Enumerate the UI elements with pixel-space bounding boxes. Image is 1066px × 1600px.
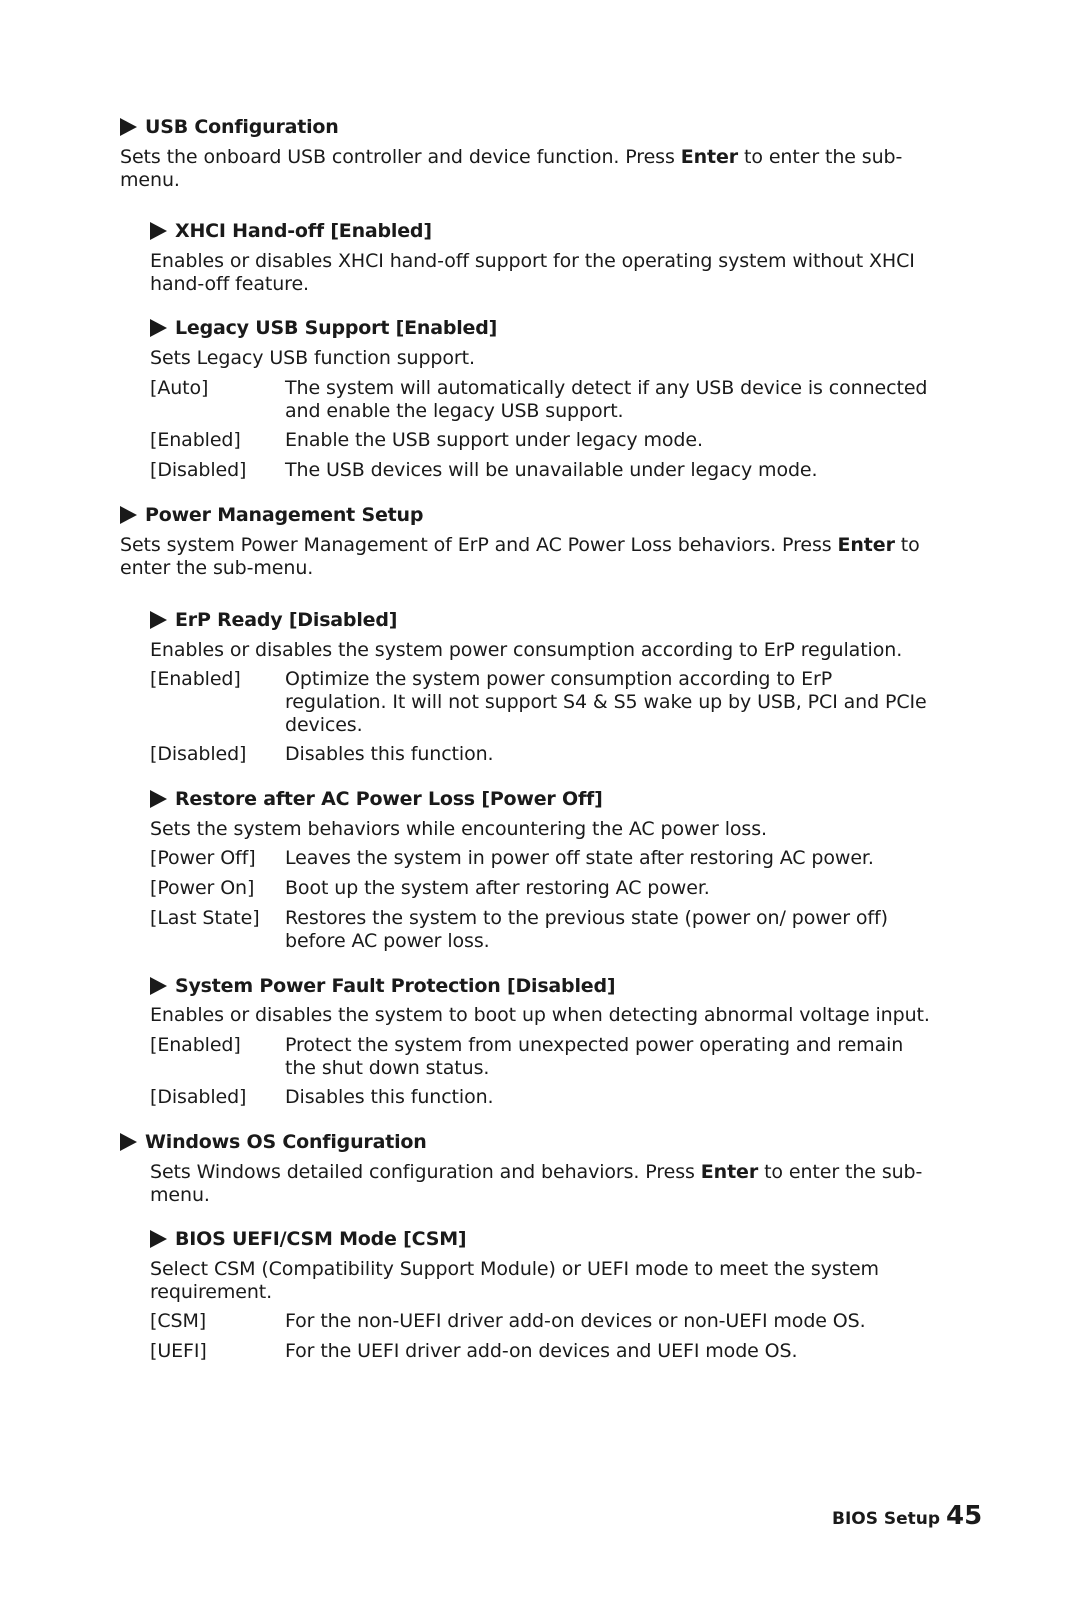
- option-key: [Last State]: [150, 907, 260, 929]
- option-description: Enable the USB support under legacy mode.: [285, 429, 703, 451]
- triangle-right-icon: [150, 611, 167, 629]
- triangle-right-icon: [150, 1230, 167, 1248]
- erp-description: Enables or disables the system power consumption according to ErP regulation.: [150, 639, 903, 661]
- section-heading-power-management: Power Management Setup: [120, 503, 423, 527]
- section-heading-usb-configuration: USB Configuration: [120, 115, 339, 139]
- option-key: [Disabled]: [150, 459, 247, 481]
- option-key: [UEFI]: [150, 1340, 207, 1362]
- triangle-right-icon: [150, 222, 167, 240]
- item-heading-bios-uefi-csm-mode: BIOS UEFI/CSM Mode [CSM]: [150, 1227, 466, 1251]
- option-description: Boot up the system after restoring AC power.: [285, 877, 710, 899]
- option-description: Disables this function.: [285, 1086, 494, 1108]
- option-key: [Enabled]: [150, 668, 241, 690]
- legacy-usb-description: Sets Legacy USB function support.: [150, 347, 475, 369]
- item-heading-restore-after-ac-power-loss: Restore after AC Power Loss [Power Off]: [150, 787, 603, 811]
- triangle-right-icon: [120, 118, 137, 136]
- option-key: [Enabled]: [150, 429, 241, 451]
- option-description: For the UEFI driver add-on devices and UEFI mode OS.: [285, 1340, 798, 1362]
- option-description: Protect the system from unexpected power operating and remain the shut down status.: [285, 1034, 904, 1079]
- item-heading-xhci-hand-off: XHCI Hand-off [Enabled]: [150, 219, 432, 243]
- option-key: [CSM]: [150, 1310, 207, 1332]
- option-key: [Power On]: [150, 877, 255, 899]
- option-description: The USB devices will be unavailable under legacy mode.: [285, 459, 818, 481]
- triangle-right-icon: [120, 1133, 137, 1151]
- page-number: 45: [946, 1501, 983, 1531]
- option-key: [Disabled]: [150, 743, 247, 765]
- item-heading-system-power-fault-protection: System Power Fault Protection [Disabled]: [150, 974, 615, 998]
- fault-description: Enables or disables the system to boot up when detecting abnormal voltage input.: [150, 1004, 930, 1026]
- footer-section-label: BIOS Setup: [832, 1509, 941, 1529]
- triangle-right-icon: [150, 977, 167, 995]
- item-heading-erp-ready: ErP Ready [Disabled]: [150, 608, 397, 632]
- option-key: [Disabled]: [150, 1086, 247, 1108]
- usb-configuration-description: Sets the onboard USB controller and device function. Press Enter to enter the sub- menu.: [120, 146, 903, 191]
- option-key: [Enabled]: [150, 1034, 241, 1056]
- xhci-description: Enables or disables XHCI hand-off support for the operating system without XHCI hand-off feature.: [150, 250, 915, 295]
- section-heading-windows-os-configuration: Windows OS Configuration: [120, 1130, 427, 1154]
- power-management-description: Sets system Power Management of ErP and AC Power Loss behaviors. Press Enter to enter the sub-menu.: [120, 534, 920, 579]
- option-description: Restores the system to the previous state (power on/ power off) before AC power loss.: [285, 907, 888, 952]
- csm-description: Select CSM (Compatibility Support Module) or UEFI mode to meet the system requirement.: [150, 1258, 879, 1303]
- triangle-right-icon: [150, 319, 167, 337]
- windows-os-description: Sets Windows detailed configuration and behaviors. Press Enter to enter the sub- menu.: [150, 1161, 923, 1206]
- option-description: Optimize the system power consumption according to ErP regulation. It will not support S4 & S5 wake up by USB, PCI and PCIe devices.: [285, 668, 927, 736]
- restore-description: Sets the system behaviors while encountering the AC power loss.: [150, 818, 767, 840]
- triangle-right-icon: [120, 506, 137, 524]
- option-description: The system will automatically detect if any USB device is connected and enable the legacy USB support.: [285, 377, 928, 422]
- option-description: Disables this function.: [285, 743, 494, 765]
- option-key: [Power Off]: [150, 847, 256, 869]
- option-key: [Auto]: [150, 377, 209, 399]
- item-heading-legacy-usb-support: Legacy USB Support [Enabled]: [150, 316, 497, 340]
- triangle-right-icon: [150, 790, 167, 808]
- option-description: Leaves the system in power off state after restoring AC power.: [285, 847, 874, 869]
- option-description: For the non-UEFI driver add-on devices or non-UEFI mode OS.: [285, 1310, 866, 1332]
